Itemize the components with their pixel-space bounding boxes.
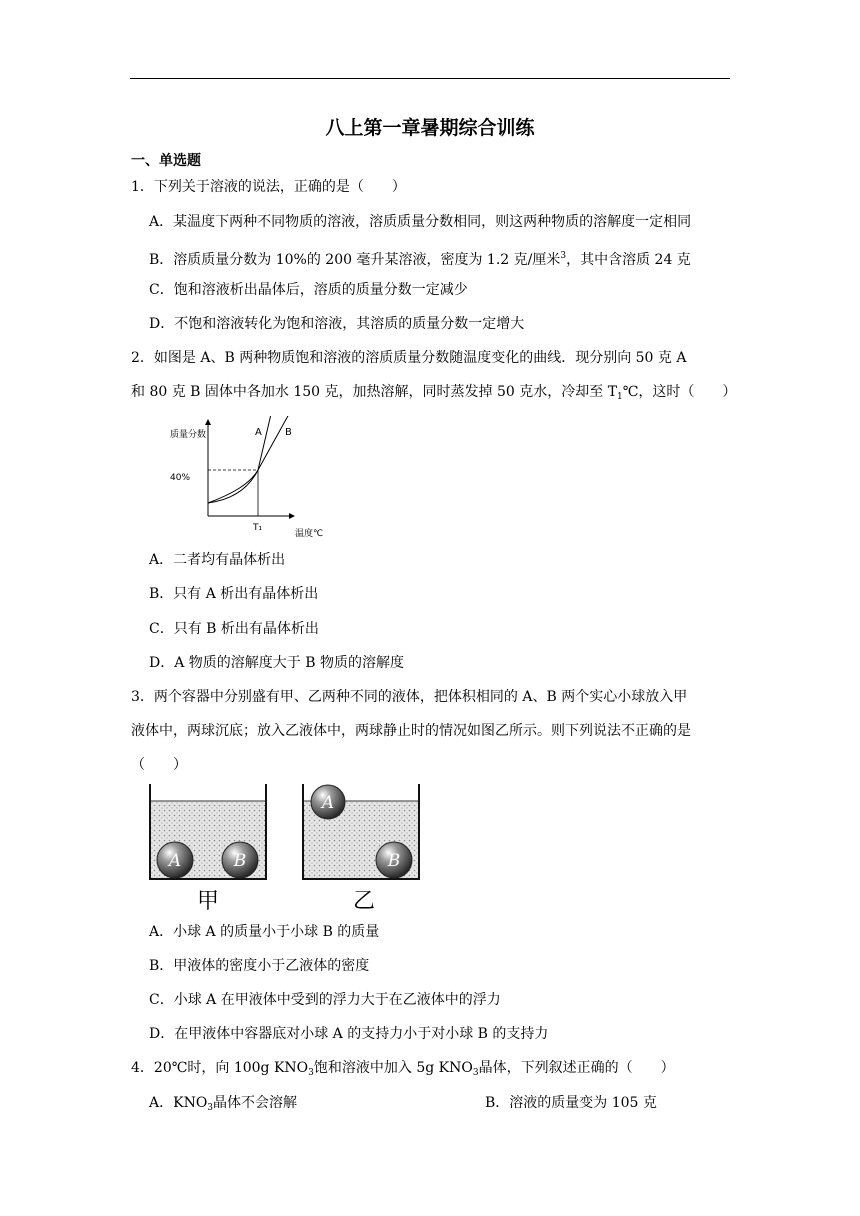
- x-tick-label: T₁: [253, 523, 263, 533]
- q3-option-c: C．小球 A 在甲液体中受到的浮力大于在乙液体中的浮力: [149, 992, 501, 1008]
- q2-option-a: A．二者均有晶体析出: [149, 552, 286, 568]
- x-axis-label: 温度℃: [295, 529, 324, 539]
- curve-a-label: A: [255, 427, 262, 438]
- q2-stem-line1: 2．如图是 A、B 两种物质饱和溶液的溶质质量分数随温度变化的曲线．现分别向 50 克 A: [131, 350, 687, 366]
- q3-option-d: D．在甲液体中容器底对小球 A 的支持力小于对小球 B 的支持力: [149, 1026, 549, 1042]
- label-yi: 乙: [352, 889, 376, 912]
- svg-text:B: B: [387, 851, 401, 871]
- header-rule: [130, 78, 730, 79]
- q4-option-b: B．溶液的质量变为 105 克: [485, 1095, 657, 1111]
- q1-option-a: A．某温度下两种不同物质的溶液，溶质质量分数相同，则这两种物质的溶解度一定相同: [149, 214, 692, 230]
- svg-text:A: A: [168, 851, 182, 871]
- y-axis-label: 质量分数: [170, 430, 207, 440]
- q1-option-b: B．溶质质量分数为 10%的 200 毫升某溶液，密度为 1.2 克/厘米$^3$，其中含溶质 24 克: [149, 251, 691, 268]
- q3-stem-line2: 液体中，两球沉底；放入乙液体中，两球静止时的情况如图乙所示。则下列说法不正确的是: [131, 723, 691, 739]
- svg-text:B: B: [233, 851, 247, 871]
- q4-option-a: A．$KNO_3$晶体不会溶解: [149, 1095, 298, 1113]
- y-tick-label: 40%: [170, 473, 191, 483]
- solubility-chart: [160, 416, 340, 542]
- q1-option-c: C．饱和溶液析出晶体后，溶质的质量分数一定减少: [149, 282, 468, 298]
- page-title: 八上第一章暑期综合训练: [325, 117, 535, 139]
- label-jia: 甲: [196, 889, 220, 912]
- q2-option-b: B．只有 A 析出有晶体析出: [149, 586, 319, 602]
- q4-stem: 4．20℃时，向 100g $KNO_3$饱和溶液中加入 5g $KNO_3$晶体，下列叙述正确的（ ）: [131, 1060, 675, 1078]
- q2-option-d: D．A 物质的溶解度大于 B 物质的溶解度: [149, 655, 404, 671]
- curve-b-label: B: [285, 427, 292, 438]
- q1-option-d: D．不饱和溶液转化为饱和溶液，其溶质的质量分数一定增大: [149, 316, 525, 332]
- q3-option-b: B．甲液体的密度小于乙液体的密度: [149, 958, 370, 974]
- q1-stem: 1．下列关于溶液的说法，正确的是（ ）: [131, 179, 406, 195]
- q2-option-c: C．只有 B 析出有晶体析出: [149, 621, 319, 637]
- curve-b: [208, 416, 289, 503]
- containers-figure: [148, 784, 422, 912]
- section-heading: 一、单选题: [131, 153, 201, 169]
- q2-stem-line2: 和 80 克 B 固体中各加水 150 克，加热溶解，同时蒸发掉 50 克水，冷却至 $T_1℃$，这时（ ）: [131, 384, 737, 402]
- q3-stem-line1: 3．两个容器中分别盛有甲、乙两种不同的液体，把体积相同的 A、B 两个实心小球放入甲: [131, 689, 688, 705]
- svg-text:A: A: [321, 793, 335, 813]
- q3-option-a: A．小球 A 的质量小于小球 B 的质量: [149, 924, 380, 940]
- q3-stem-line3: （ ）: [131, 757, 187, 773]
- container-yi: [302, 784, 420, 879]
- container-jia: [149, 784, 267, 879]
